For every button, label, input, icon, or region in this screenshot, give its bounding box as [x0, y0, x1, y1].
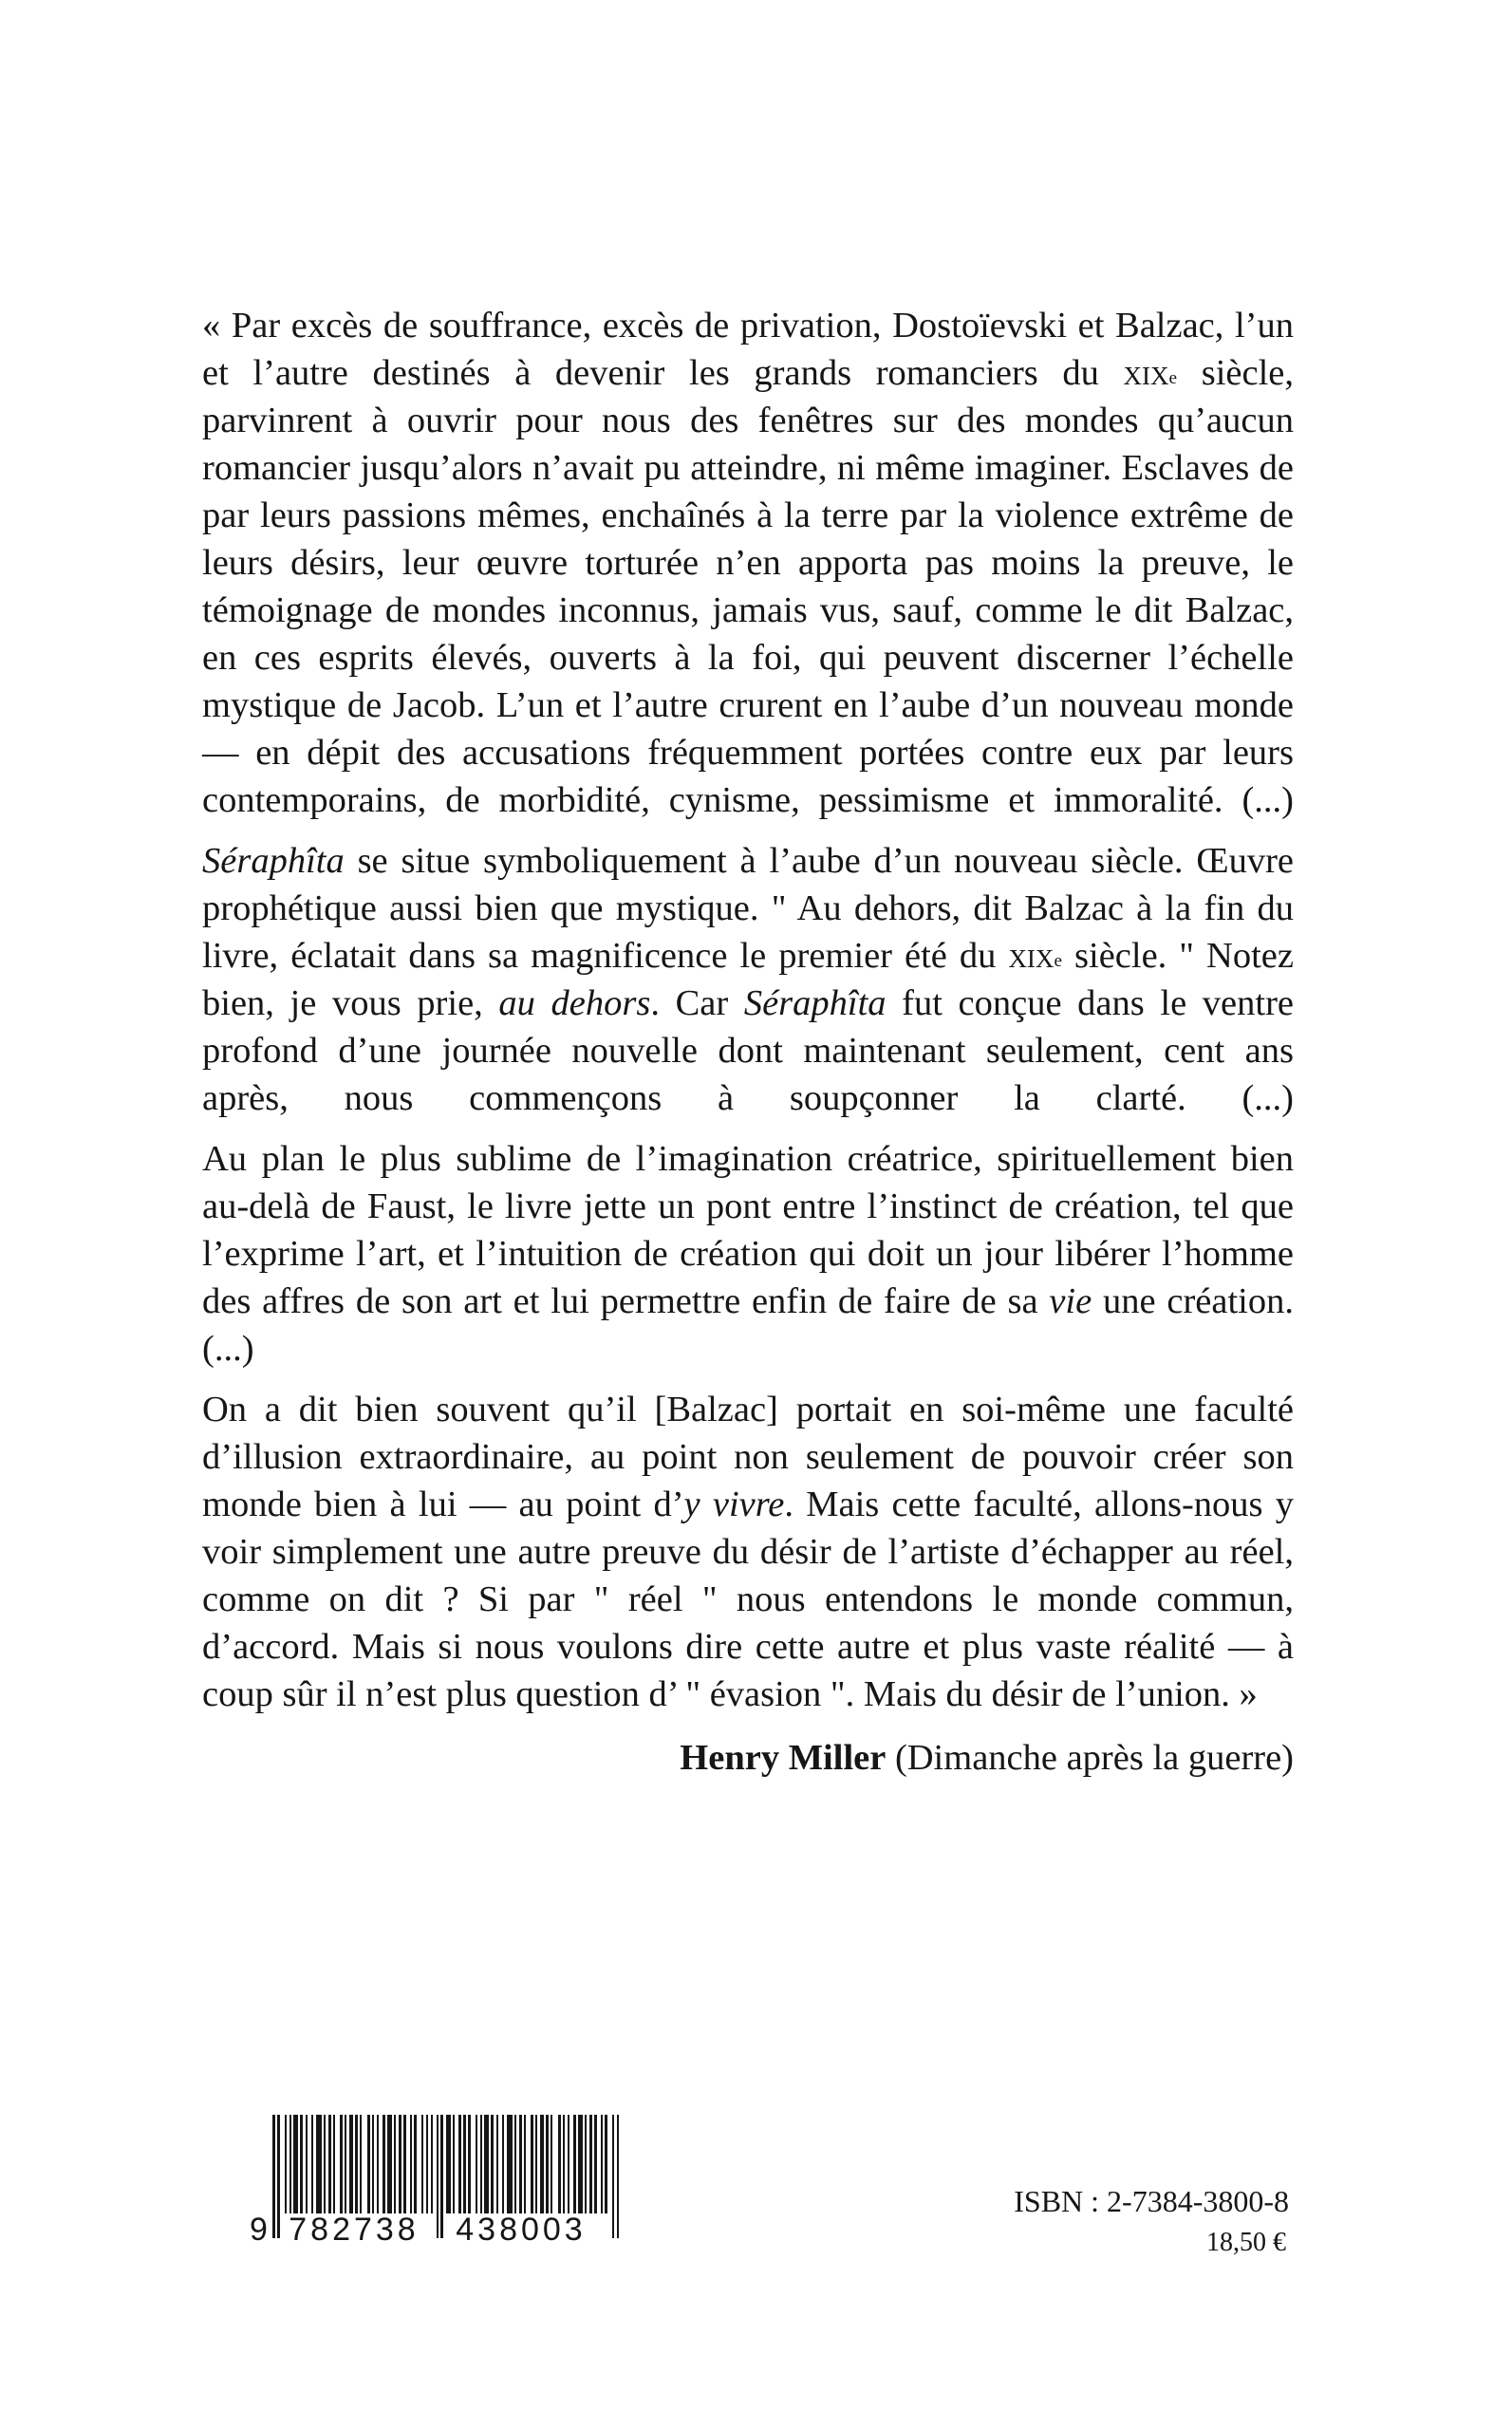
barcode-bar: [514, 2115, 516, 2213]
quote-text: une création. (...): [202, 1281, 1294, 1369]
barcode-bar: [568, 2115, 569, 2213]
barcode-bar: [340, 2115, 343, 2213]
quote-text: siècle. " Notez bien, je vous prie,: [202, 936, 1294, 1023]
barcode-bar: [289, 2115, 291, 2213]
price: 18,50 €: [1206, 2228, 1286, 2257]
barcode-bar: [446, 2115, 451, 2213]
barcode-bar: [531, 2115, 533, 2213]
quote-text: . Car: [650, 983, 744, 1023]
barcode-bar: [519, 2115, 522, 2213]
quote-text: « Par excès de souffrance, excès de privation, Dostoïevski et Balzac, l’un et l’autre destinés à devenir les grands romanciers du: [202, 306, 1294, 393]
barcode-bar: [355, 2115, 358, 2213]
author-name: Henry Miller: [680, 1738, 887, 1778]
quote-text: fut conçue dans le ventre profond d’une journée nouvelle dont maintenant seulement, cent ans après, nous commençons à soupçonner la clarté. (...): [202, 983, 1294, 1118]
barcode-bar: [458, 2115, 461, 2213]
barcode-digit-first: 9: [250, 2212, 268, 2248]
barcode-bar: [605, 2115, 607, 2213]
barcode-bar: [372, 2115, 374, 2213]
barcode-bar: [311, 2115, 313, 2213]
barcode-bar: [484, 2115, 489, 2213]
barcode-bar: [324, 2115, 326, 2213]
barcode-bar: [496, 2115, 498, 2213]
barcode-bar: [316, 2115, 322, 2213]
ean-barcode: [244, 2115, 633, 2248]
barcode-digits-right: 438003: [456, 2212, 587, 2248]
barcode-bar: [453, 2115, 455, 2213]
barcode-bar: [431, 2115, 433, 2213]
quote-text: On a dit bien souvent qu’il [Balzac] portait en soi-même une faculté d’illusion extraordinaire, au point non seulement de pouvoir créer son monde bien à lui — au point d’: [202, 1390, 1294, 1524]
quote-text: siècle, parvinrent à ouvrir pour nous des fenêtres sur des mondes qu’aucun romancier jusqu’alors n’avait pu atteindre, ni même imaginer. Esclaves de par leurs passions mêmes, enchaînés à la terre par la violence extrême de leurs désirs, leur œuvre torturée n’en apporta pas moins la preuve, le témoignage de mondes inconnus, jamais vus, sauf, comme le dit Balzac, en ces esprits élevés, ouverts à la foi, qui peuvent discerner l’échelle mystique de Jacob. L’un et l’autre crurent en l’aube d’un nouveau monde — en dépit des accusations fréquemment portées contre eux par leurs contemporains, de morbidité, cynisme, pessimisme et immoralité. (...): [202, 353, 1295, 820]
barcode-bar: [476, 2115, 477, 2213]
barcode-bar: [394, 2115, 396, 2213]
barcode-bar: [300, 2115, 303, 2213]
century-numeral: xix: [1008, 936, 1055, 976]
book-title: Séraphîta: [743, 983, 887, 1023]
barcode-bar: [468, 2115, 471, 2213]
century-numeral: xix: [1123, 353, 1169, 393]
source-title: (Dimanche après la guerre): [886, 1738, 1294, 1778]
barcode-bar: [617, 2115, 619, 2238]
barcode-bar: [563, 2115, 565, 2213]
barcode-bar: [437, 2115, 439, 2238]
barcode-bar: [387, 2115, 392, 2213]
barcode-bar: [383, 2115, 385, 2213]
barcode-bar: [601, 2115, 603, 2213]
barcode-bar: [594, 2115, 597, 2213]
barcode-bar: [540, 2115, 544, 2213]
barcode-bar: [403, 2115, 406, 2213]
quote-text: Au plan le plus sublime de l’imagination créatrice, spirituellement bien au-delà de Faust, le livre jette un pont entre l’instinct de création, tel que l’exprime l’art, et l’intuition de création qui doit un jour libérer l’homme des affres de son art et lui permettre enfin de faire de sa: [202, 1139, 1294, 1321]
barcode-bar: [551, 2115, 552, 2213]
emphasis-text: au dehors: [498, 983, 651, 1023]
century-suffix: e: [1054, 951, 1062, 971]
attribution: [680, 1734, 1294, 1782]
barcode-bar: [328, 2115, 331, 2213]
barcode-bar: [277, 2115, 280, 2238]
barcode-bar: [333, 2115, 335, 2213]
barcode-bar: [377, 2115, 379, 2213]
barcode-bar: [306, 2115, 308, 2213]
quote-paragraph-1: [202, 302, 1294, 824]
quote-text: . Mais cette faculté, allons-nous y voir simplement une autre preuve du désir de l’artiste d’échapper au réel, comme on dit ? Si par " réel " nous entendons le monde commun, d’accord. Mais si nous voulons dire cette autre et plus vaste réalité — à coup sûr il n’est plus question d’ " évasion ". Mais du désir de l’union. »: [202, 1485, 1294, 1714]
barcode-bar: [440, 2115, 443, 2238]
barcode-bar: [399, 2115, 401, 2213]
barcode-bar: [463, 2115, 466, 2213]
barcode-bar: [293, 2115, 298, 2213]
barcode-bar: [524, 2115, 526, 2213]
barcode-bar: [285, 2115, 287, 2213]
back-cover-quote: [202, 302, 1294, 1731]
barcode-bar: [535, 2115, 537, 2213]
barcode-bar: [546, 2115, 549, 2213]
century-suffix: e: [1168, 368, 1178, 388]
barcode-bar: [426, 2115, 428, 2213]
quote-paragraph-2: [202, 837, 1294, 1122]
barcode-bar: [573, 2115, 576, 2213]
barcode-bar: [349, 2115, 353, 2213]
emphasis-text: y vivre: [683, 1485, 785, 1524]
barcode-bar: [589, 2115, 592, 2213]
barcode-bar: [612, 2115, 614, 2238]
quote-paragraph-3: [202, 1135, 1294, 1373]
barcode-bar: [585, 2115, 587, 2213]
barcode-bar: [410, 2115, 412, 2213]
barcode-bar: [272, 2115, 275, 2238]
barcode-bar: [414, 2115, 417, 2213]
barcode-bar: [421, 2115, 423, 2213]
barcode-bar: [345, 2115, 346, 2213]
book-title: Séraphîta: [202, 841, 345, 881]
barcode-graphic: [244, 2115, 633, 2248]
quote-text: se situe symboliquement à l’aube d’un nouveau siècle. Œuvre prophétique aussi bien que mystique. " Au dehors, dit Balzac à la fin du livre, éclatait dans sa magnificence le premier été du: [202, 841, 1294, 976]
isbn-number: ISBN : 2-7384-3800-8: [1014, 2184, 1289, 2218]
barcode-bar: [578, 2115, 583, 2213]
barcode-digits-left: 782738: [289, 2212, 420, 2248]
barcode-bar: [491, 2115, 494, 2213]
barcode-bar: [367, 2115, 370, 2213]
barcode-bar: [507, 2115, 513, 2213]
barcode-bar: [558, 2115, 561, 2213]
barcode-bar: [502, 2115, 504, 2213]
barcode-bar: [480, 2115, 482, 2213]
emphasis-text: vie: [1049, 1281, 1092, 1321]
barcode-bar: [360, 2115, 362, 2213]
quote-paragraph-4: [202, 1386, 1294, 1718]
